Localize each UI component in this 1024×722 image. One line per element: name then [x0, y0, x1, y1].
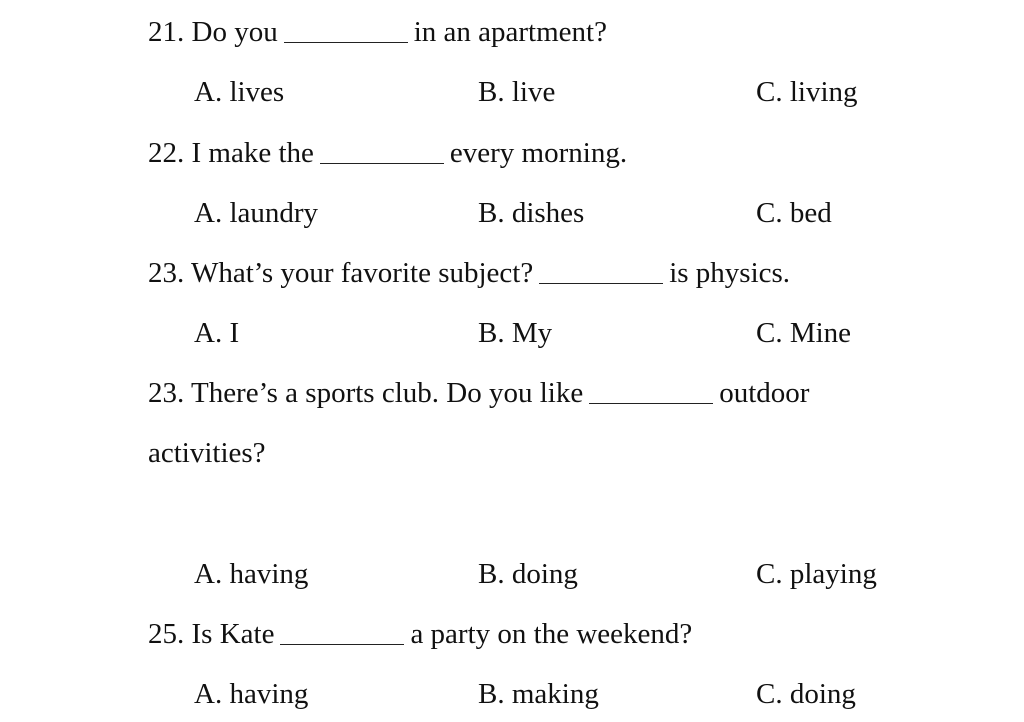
question-23b-continuation: activities?	[148, 437, 266, 469]
question-21-option-c: C. living	[756, 76, 858, 108]
question-25-option-c: C. doing	[756, 678, 856, 710]
question-21-blank	[284, 41, 408, 43]
question-21-stem	[148, 18, 607, 47]
question-21-option-b: B. live	[478, 76, 556, 108]
question-22-option-a: A. laundry	[194, 197, 319, 229]
question-23b-option-a: A. having	[194, 558, 309, 590]
question-22-text-after: every morning.	[449, 137, 628, 169]
question-23b-option-b: B. doing	[478, 558, 578, 590]
question-25-option-a: A. having	[194, 678, 309, 710]
question-21-text-after: in an apartment?	[413, 16, 607, 48]
question-25-text-before: 25. Is Kate	[148, 618, 275, 650]
question-23b-stem	[148, 379, 809, 408]
question-25-option-b: B. making	[478, 678, 599, 710]
question-23a-option-b: B. My	[478, 317, 553, 349]
question-25-text-after: a party on the weekend?	[410, 618, 693, 650]
question-22-stem	[148, 139, 627, 168]
question-23a-option-a: A. I	[194, 317, 240, 349]
question-23a-text-after: is physics.	[669, 257, 791, 289]
question-22-text-before: 22. I make the	[148, 137, 314, 169]
question-22-blank	[320, 162, 444, 164]
question-23a-blank	[539, 282, 663, 284]
question-23a-stem	[148, 259, 790, 288]
question-22-option-c: C. bed	[756, 197, 832, 229]
question-23b-text-after: outdoor	[719, 377, 810, 409]
question-25-blank	[280, 643, 404, 645]
question-23b-option-c: C. playing	[756, 558, 877, 590]
question-21-option-a: A. lives	[194, 76, 285, 108]
question-23a-text-before: 23. What’s your favorite subject?	[148, 257, 534, 289]
question-23a-option-c: C. Mine	[756, 317, 852, 349]
question-22-option-b: B. dishes	[478, 197, 585, 229]
question-23b-blank	[589, 402, 713, 404]
question-23b-text-before: 23. There’s a sports club. Do you like	[148, 377, 584, 409]
question-25-stem	[148, 620, 692, 649]
question-21-text-before: 21. Do you	[148, 16, 278, 48]
